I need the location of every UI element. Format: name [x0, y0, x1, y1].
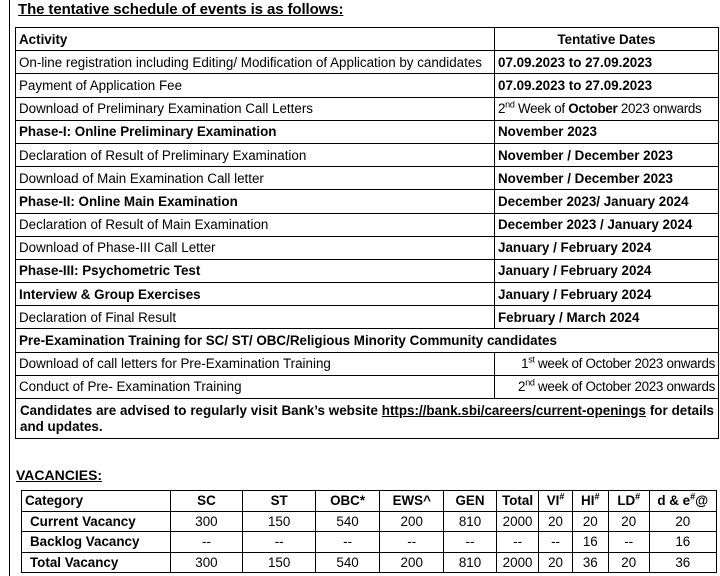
- date-ordinal: 1: [521, 356, 529, 372]
- column-header: [170, 491, 243, 512]
- date-ordinal-suffix: nd: [505, 99, 515, 110]
- column-header-label: ST: [270, 493, 288, 509]
- date-cell: November 2023: [495, 120, 719, 143]
- vacancy-value: 20: [539, 552, 572, 573]
- column-header-label: GEN: [455, 493, 485, 509]
- activity-cell: Declaration of Final Result: [16, 306, 495, 329]
- activity-cell: Interview & Group Exercises: [16, 283, 495, 306]
- date-text: week of October 2023 onwards: [534, 356, 715, 372]
- date-cell: 07.09.2023 to 27.09.2023: [495, 74, 719, 97]
- column-header: [496, 491, 539, 512]
- vacancy-value: 200: [380, 511, 444, 532]
- column-header: [608, 491, 649, 512]
- note-text: Candidates are advised to regularly visit Bank’s website: [20, 402, 382, 418]
- activity-cell: Download of Phase-III Call Letter: [16, 236, 495, 259]
- schedule-row: [16, 190, 719, 213]
- column-header-sup: #: [635, 491, 641, 502]
- column-header: [539, 491, 572, 512]
- column-header-label: HI: [581, 493, 595, 509]
- vacancy-value: 20: [539, 511, 572, 532]
- schedule-heading: The tentative schedule of events is as follows:: [18, 1, 344, 18]
- date-cell: January / February 2024: [495, 236, 719, 259]
- date-text: 2023 onwards: [617, 101, 702, 117]
- vacancy-row: [22, 532, 717, 553]
- column-header: [380, 491, 444, 512]
- vacancy-value: 2000: [496, 552, 539, 573]
- date-cell: November / December 2023: [495, 143, 719, 166]
- activity-cell: Download of call letters for Pre-Examination Training: [16, 352, 495, 375]
- schedule-table: [15, 27, 719, 439]
- column-header-label: OBC*: [330, 493, 366, 509]
- activity-cell: Phase-I: Online Preliminary Examination: [16, 120, 495, 143]
- note-text: for details and updates.: [20, 402, 714, 434]
- advisory-note: [16, 399, 719, 439]
- vacancies-title: VACANCIES:: [16, 467, 103, 483]
- dates-column-header: Tentative Dates: [495, 28, 719, 51]
- column-header: [243, 491, 316, 512]
- date-ordinal-suffix: nd: [525, 377, 535, 388]
- schedule-row: [16, 120, 719, 143]
- column-header-label: @: [695, 493, 709, 509]
- vacancy-value: --: [380, 532, 444, 553]
- activity-column-header: Activity: [16, 28, 495, 51]
- schedule-row: [16, 283, 719, 306]
- vacancy-row: [22, 511, 717, 532]
- vacancy-value: 20: [649, 511, 716, 532]
- date-month: October: [568, 101, 618, 117]
- vacancy-value: 150: [243, 511, 316, 532]
- vacancy-value: 540: [316, 511, 380, 532]
- column-header: [649, 491, 716, 512]
- schedule-row: [16, 97, 719, 120]
- activity-cell: Payment of Application Fee: [16, 74, 495, 97]
- date-cell: [495, 97, 719, 120]
- vacancy-row: [22, 552, 717, 573]
- training-row: [16, 375, 719, 398]
- vacancy-value: 300: [170, 552, 243, 573]
- vacancy-value: 20: [608, 511, 649, 532]
- column-header-label: VI: [546, 493, 560, 509]
- column-header: [444, 491, 496, 512]
- vacancy-value: 16: [649, 532, 716, 553]
- date-cell: December 2023/ January 2024: [495, 190, 719, 213]
- activity-cell: Conduct of Pre- Examination Training: [16, 375, 495, 398]
- vacancy-category: Current Vacancy: [22, 511, 171, 532]
- date-ordinal: 2: [498, 101, 506, 117]
- activity-cell: Phase-II: Online Main Examination: [16, 190, 495, 213]
- schedule-row: [16, 167, 719, 190]
- date-cell: January / February 2024: [495, 283, 719, 306]
- date-text: Week of: [514, 101, 569, 117]
- careers-link[interactable]: https://bank.sbi/careers/current-openings: [381, 402, 646, 418]
- vacancy-value: 20: [572, 511, 608, 532]
- vacancy-value: 36: [649, 552, 716, 573]
- note-row: [16, 399, 719, 439]
- date-cell: [495, 352, 719, 375]
- schedule-row: [16, 74, 719, 97]
- column-header-label: LD: [617, 493, 636, 509]
- vacancy-value: 540: [316, 552, 380, 573]
- training-heading: Pre-Examination Training for SC/ ST/ OBC/Religious Minority Community candidates: [16, 329, 719, 352]
- vacancy-value: --: [316, 532, 380, 553]
- training-row: [16, 352, 719, 375]
- vacancy-value: 810: [444, 511, 496, 532]
- date-cell: November / December 2023: [495, 167, 719, 190]
- date-cell: 07.09.2023 to 27.09.2023: [495, 51, 719, 74]
- vacancy-value: 810: [444, 552, 496, 573]
- vacancy-value: 300: [170, 511, 243, 532]
- vacancy-value: --: [243, 532, 316, 553]
- column-header: [572, 491, 608, 512]
- vacancy-category: Backlog Vacancy: [22, 532, 171, 553]
- date-ordinal-suffix: st: [528, 354, 535, 365]
- vacancy-value: 2000: [496, 511, 539, 532]
- activity-cell: Declaration of Result of Preliminary Examination: [16, 143, 495, 166]
- date-cell: December 2023 / January 2024: [495, 213, 719, 236]
- date-cell: February / March 2024: [495, 306, 719, 329]
- column-header-label: Total: [502, 493, 534, 509]
- activity-cell: Download of Preliminary Examination Call Letters: [16, 97, 495, 120]
- date-cell: [495, 375, 719, 398]
- vacancy-value: --: [608, 532, 649, 553]
- vacancy-value: 16: [572, 532, 608, 553]
- column-header: [316, 491, 380, 512]
- column-header-label: d & e: [657, 493, 691, 509]
- column-header-label: Category: [25, 493, 84, 509]
- vacancy-value: --: [170, 532, 243, 553]
- schedule-row: [16, 236, 719, 259]
- activity-cell: Declaration of Result of Main Examination: [16, 213, 495, 236]
- column-header: [22, 491, 171, 512]
- date-text: week of October 2023 onwards: [534, 379, 715, 395]
- activity-cell: On-line registration including Editing/ Modification of Application by candidates: [16, 51, 495, 74]
- vacancy-value: 36: [572, 552, 608, 573]
- schedule-row: [16, 259, 719, 282]
- date-cell: January / February 2024: [495, 259, 719, 282]
- column-header-label: EWS^: [392, 493, 431, 509]
- vacancies-table: [21, 490, 717, 573]
- vacancy-value: 200: [380, 552, 444, 573]
- vacancy-category: Total Vacancy: [22, 552, 171, 573]
- column-header-sup: #: [559, 491, 565, 502]
- activity-cell: Download of Main Examination Call letter: [16, 167, 495, 190]
- schedule-row: [16, 143, 719, 166]
- vacancies-header-row: [22, 491, 717, 512]
- schedule-row: [16, 306, 719, 329]
- schedule-row: [16, 51, 719, 74]
- vacancy-value: 150: [243, 552, 316, 573]
- column-header-sup: #: [594, 491, 600, 502]
- vacancy-value: --: [496, 532, 539, 553]
- vacancy-value: 20: [608, 552, 649, 573]
- column-header-label: SC: [197, 493, 216, 509]
- vacancy-value: --: [444, 532, 496, 553]
- activity-cell: Phase-III: Psychometric Test: [16, 259, 495, 282]
- date-ordinal: 2: [518, 379, 526, 395]
- vacancy-value: --: [539, 532, 572, 553]
- column-header-sup: #: [690, 491, 696, 502]
- training-heading-row: [16, 329, 719, 352]
- schedule-row: [16, 213, 719, 236]
